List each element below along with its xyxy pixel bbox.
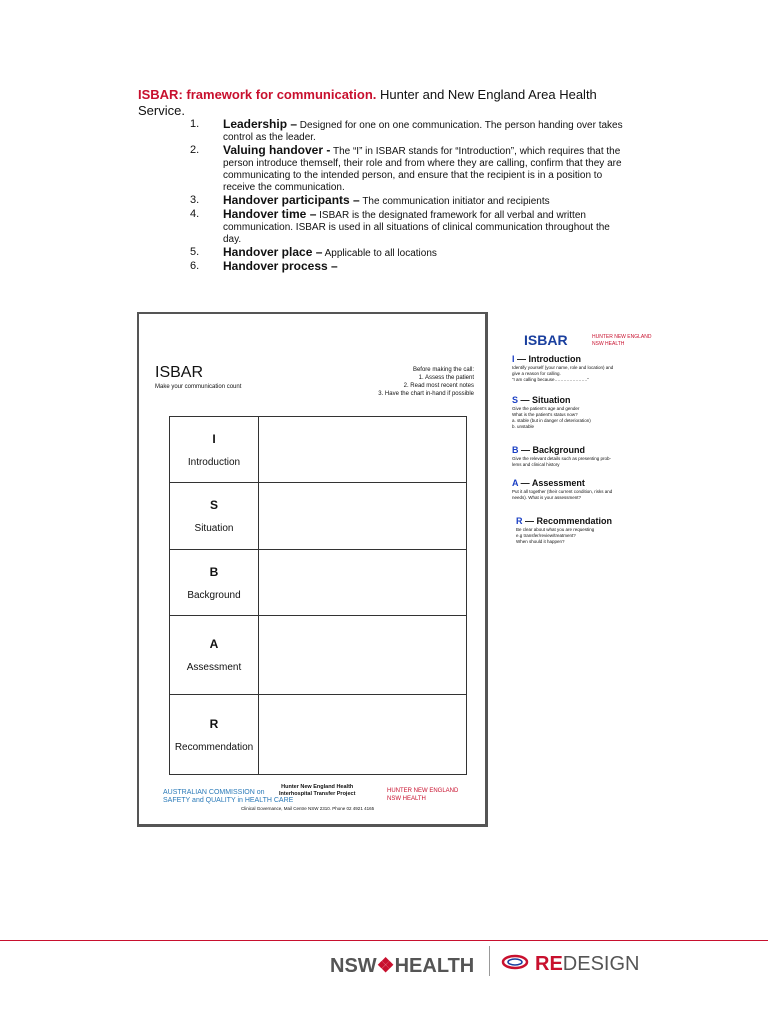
handover-list [190, 118, 630, 274]
contact-address: Clinical Governance, Mail Centre NSW 2310. Phone 02 4921 4165 [241, 806, 375, 811]
legend-section-heading: I — Introduction [512, 354, 582, 364]
item-term: Handover place – [223, 245, 323, 259]
item-number: 3. [190, 194, 200, 206]
grid-label: B Background [170, 550, 259, 616]
before-call-box [354, 366, 474, 398]
legend-brand-logo: HUNTER NEW ENGLAND NSW HEALTH [592, 334, 652, 347]
redesign-logo: REDESIGN [535, 953, 640, 975]
project-name: Hunter New England Health Interhospital Transfer Project [279, 784, 356, 797]
legend-section-heading: A — Assessment [512, 478, 585, 488]
item-term: Handover participants – [223, 193, 360, 207]
isbar-grid [169, 416, 467, 846]
grid-entry-cell[interactable] [259, 483, 467, 550]
handover-item [190, 118, 630, 144]
isbar-form [137, 312, 488, 827]
logo-divider [489, 946, 490, 976]
item-number: 6. [190, 260, 200, 272]
item-term: Handover time – [223, 207, 317, 221]
grid-entry-cell[interactable] [259, 417, 467, 483]
grid-row [170, 616, 467, 695]
legend-line: needs). What is your assessment? [512, 495, 582, 500]
handover-item [190, 144, 630, 194]
legend-line: Give the patient's age and gender [512, 406, 580, 411]
grid-row [170, 483, 467, 550]
before-step: 2. Read most recent notes [403, 383, 474, 389]
legend-line: b. unstable [512, 424, 535, 429]
legend-section [512, 445, 652, 468]
item-description: Applicable to all locations [322, 248, 437, 259]
item-term: Handover process – [223, 259, 338, 273]
legend-section [512, 478, 652, 501]
before-title: Before making the call: [412, 367, 474, 373]
grid-row [170, 695, 467, 775]
before-step: 1. Assess the patient [418, 375, 474, 381]
item-description: The communication initiator and recipients [359, 196, 550, 207]
item-number: 5. [190, 246, 200, 258]
legend-line: give a reason for calling. [512, 371, 561, 376]
item-description: Designed for one on one communication. The person handing over takes control as the leader. [223, 120, 623, 143]
legend-section-heading: B — Background [512, 445, 586, 455]
grid-label: A Assessment [170, 616, 259, 695]
grid-entry-cell[interactable] [259, 616, 467, 695]
grid-entry-cell[interactable] [259, 695, 467, 775]
legend-line: a. stable (but in danger of deterioration) [512, 418, 591, 423]
item-term: Valuing handover - [223, 143, 331, 157]
legend-section-heading: R — Recommendation [516, 516, 613, 526]
nsw-health-logo: NSW❖HEALTH [330, 955, 475, 977]
legend-line: “I am calling because………………….” [512, 377, 589, 382]
grid-row [170, 417, 467, 483]
item-number: 4. [190, 208, 200, 220]
form-title: ISBAR [155, 364, 204, 381]
legend-title: ISBAR [524, 332, 568, 348]
legend-line: Identify yourself (your name, role and location) and [512, 365, 614, 370]
form-subtitle: Make your communication count [155, 384, 242, 390]
grid-label: I Introduction [170, 417, 259, 483]
footer-rule [0, 940, 768, 941]
handover-item [190, 194, 630, 208]
legend-line: Put it all together (their current condition, risks and [512, 489, 613, 494]
grid-entry-cell[interactable] [259, 550, 467, 616]
legend-section-heading: S — Situation [512, 395, 571, 405]
legend-line: Give the relevant details such as presenting prob- [512, 456, 612, 461]
item-number: 1. [190, 118, 200, 130]
legend-line: Be clear about what you are requesting [516, 527, 595, 532]
grid-label: S Situation [170, 483, 259, 550]
legend-line: lems and clinical history [512, 462, 560, 467]
legend-section [512, 395, 652, 430]
handover-item [190, 208, 630, 246]
item-description: The “I” in ISBAR stands for “Introduction”, which requires that the person introduce themself, their role and from where they are calling, confirm that they are communicating to the intended person, and ensure that the recipient is in a position to receive the communication. [223, 146, 622, 193]
before-step: 3. Have the chart in-hand if possible [378, 391, 474, 397]
hne-logo: HUNTER NEW ENGLAND NSW HEALTH [387, 788, 459, 802]
item-description: ISBAR is the designated framework for all verbal and written communication. ISBAR is used in all situations of clinical communication throughout the day. [223, 210, 610, 245]
redesign-swirl-icon [501, 953, 529, 971]
commission-logo: AUSTRALIAN COMMISSION on SAFETY and QUALITY in HEALTH CARE [163, 789, 294, 804]
grid-label: R Recommendation [170, 695, 259, 775]
handover-item [190, 260, 630, 274]
legend-line: e.g transfer/review/treatment? [516, 533, 576, 538]
grid-row [170, 550, 467, 616]
legend-line: When should it happen? [516, 539, 565, 544]
handover-item [190, 246, 630, 260]
legend-line: What is the patient's status now? [512, 412, 578, 417]
legend-section [516, 516, 656, 545]
legend-section [512, 354, 652, 383]
waratah-icon: ❖ [376, 955, 395, 977]
heading-org: Hunter and New England Area Health Service. [138, 87, 597, 118]
item-term: Leadership – [223, 117, 298, 131]
heading-title: ISBAR: framework for communication. [138, 87, 377, 102]
item-number: 2. [190, 144, 200, 156]
page-heading [138, 87, 638, 119]
